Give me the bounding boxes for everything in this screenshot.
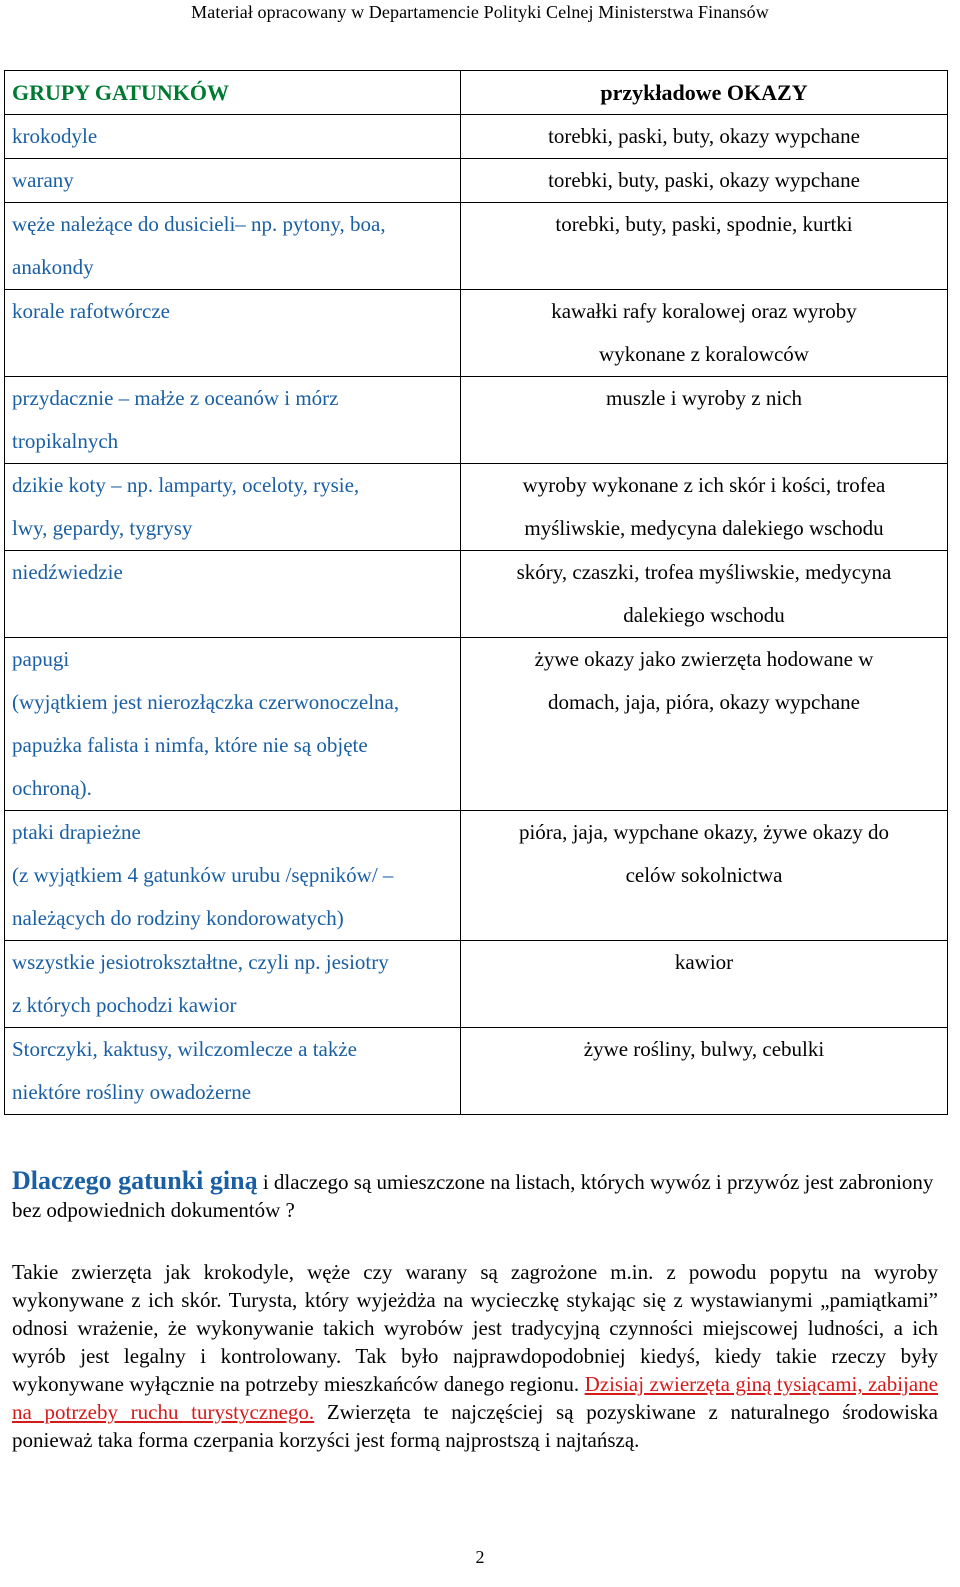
example-items-cell xyxy=(461,811,948,941)
example-items-cell xyxy=(461,551,948,638)
species-group-cell xyxy=(5,811,461,941)
table-header-row xyxy=(5,71,948,115)
species-group-cell xyxy=(5,464,461,551)
species-group-line: (wyjątkiem jest nierozłączka czerwonoczelna, xyxy=(12,690,400,714)
table-row xyxy=(5,1028,948,1115)
example-items-line: muszle i wyroby z nich xyxy=(606,386,802,410)
example-items-line: myśliwskie, medycyna dalekiego wschodu xyxy=(524,516,884,540)
species-group-cell xyxy=(5,377,461,464)
question-text: i dlaczego są umieszczone na listach, których wywóz i przywóz jest zabroniony bez odpowiednich dokumentów ? xyxy=(12,1170,934,1222)
question-paragraph xyxy=(12,1167,938,1224)
example-items-cell xyxy=(461,941,948,1028)
species-group-cell xyxy=(5,941,461,1028)
table-row xyxy=(5,464,948,551)
highlighted-link[interactable]: Dzisiaj zwierzęta giną tysiącami, zabijane na potrzeby ruchu turystycznego. xyxy=(12,1372,939,1424)
species-group-line: Storczyki, kaktusy, wilczomlecze a także xyxy=(12,1037,357,1061)
species-group-line: papugi xyxy=(12,647,70,671)
species-group-line: wszystkie jesiotrokształtne, czyli np. jesiotry xyxy=(12,950,389,974)
table-row xyxy=(5,290,948,377)
example-items-cell xyxy=(461,203,948,290)
species-group-line: węże należące do dusicieli– np. pytony, boa, xyxy=(12,212,386,236)
species-group-line: ptaki drapieżne xyxy=(12,820,141,844)
document-header: Materiał opracowany w Departamencie Polityki Celnej Ministerstwa Finansów xyxy=(191,2,769,22)
species-group-line: papużka falista i nimfa, które nie są objęte xyxy=(12,733,368,757)
species-group-cell xyxy=(5,638,461,811)
species-group-line: z których pochodzi kawior xyxy=(12,993,237,1017)
example-items-line: żywe okazy jako zwierzęta hodowane w xyxy=(534,647,874,671)
answer-paragraph xyxy=(12,1258,938,1454)
example-items-line: dalekiego wschodu xyxy=(623,603,785,627)
example-items-cell xyxy=(461,290,948,377)
example-items-cell xyxy=(461,1028,948,1115)
table-row xyxy=(5,203,948,290)
species-table xyxy=(4,70,948,1115)
example-items-line: torebki, buty, paski, spodnie, kurtki xyxy=(555,212,853,236)
example-items-line: torebki, paski, buty, okazy wypchane xyxy=(548,124,860,148)
table-row xyxy=(5,551,948,638)
species-group-cell xyxy=(5,203,461,290)
species-group-line: lwy, gepardy, tygrysy xyxy=(12,516,193,540)
species-group-cell xyxy=(5,1028,461,1115)
col-header-groups: GRUPY GATUNKÓW xyxy=(5,71,461,115)
example-items-line: żywe rośliny, bulwy, cebulki xyxy=(583,1037,825,1061)
example-items-line: torebki, buty, paski, okazy wypchane xyxy=(548,168,860,192)
species-group-line: korale rafotwórcze xyxy=(12,299,170,323)
table-row xyxy=(5,941,948,1028)
species-group-line: niektóre rośliny owadożerne xyxy=(12,1080,252,1104)
example-items-line: skóry, czaszki, trofea myśliwskie, medycyna xyxy=(516,560,892,584)
species-group-line: tropikalnych xyxy=(12,429,119,453)
species-group-line: anakondy xyxy=(12,255,94,279)
species-group-cell xyxy=(5,551,461,638)
example-items-line: kawałki rafy koralowej oraz wyroby xyxy=(551,299,857,323)
example-items-cell xyxy=(461,377,948,464)
table-row xyxy=(5,811,948,941)
answer-text-1: Takie zwierzęta jak krokodyle, węże czy warany są zagrożone m.in. z powodu popytu na wyroby wykonywane z ich skór. Turysta, który wyjeżdża na wycieczkę stykając się z wystawianymi „pamiątkami” odnosi wrażenie, że wykonywanie takich wyrobów jest tradycyjną czynności miejscowej ludności, a ich wyrób jest legalny i kontrolowany. Tak było najprawdopodobniej kiedyś, kiedy takie rzeczy były wykonywane wyłącznie na potrzeby mieszkańców danego regionu. xyxy=(12,1260,938,1396)
example-items-cell xyxy=(461,159,948,203)
example-items-line: kawior xyxy=(674,950,734,974)
species-group-line: (z wyjątkiem 4 gatunków urubu /sępników/ – xyxy=(12,863,394,887)
page-number: 2 xyxy=(475,1547,485,1567)
example-items-line: pióra, jaja, wypchane okazy, żywe okazy do xyxy=(518,820,890,844)
example-items-line: wyroby wykonane z ich skór i kości, trofea xyxy=(522,473,886,497)
species-group-cell xyxy=(5,290,461,377)
species-group-line: niedźwiedzie xyxy=(12,560,123,584)
species-group-cell xyxy=(5,159,461,203)
species-group-line: krokodyle xyxy=(12,124,98,148)
species-group-line: ochroną). xyxy=(12,776,92,800)
table-row xyxy=(5,115,948,159)
question-title: Dlaczego gatunki giną xyxy=(12,1166,258,1195)
species-group-line: należących do rodziny kondorowatych) xyxy=(12,906,344,930)
table-row xyxy=(5,377,948,464)
example-items-cell xyxy=(461,115,948,159)
example-items-line: wykonane z koralowców xyxy=(599,342,809,366)
species-group-line: dzikie koty – np. lamparty, oceloty, rysie, xyxy=(12,473,360,497)
species-group-line: przydacznie – małże z oceanów i mórz xyxy=(12,386,339,410)
answer-text-2: Zwierzęta te najczęściej są pozyskiwane z naturalnego środowiska ponieważ taka forma czerpania korzyści jest formą najprostszą i najtańszą. xyxy=(12,1400,938,1452)
example-items-line: celów sokolnictwa xyxy=(625,863,783,887)
example-items-cell xyxy=(461,638,948,811)
species-group-cell xyxy=(5,115,461,159)
example-items-line: domach, jaja, pióra, okazy wypchane xyxy=(548,690,860,714)
table-row xyxy=(5,159,948,203)
species-group-line: warany xyxy=(12,168,74,192)
example-items-cell xyxy=(461,464,948,551)
table-row xyxy=(5,638,948,811)
col-header-examples: przykładowe OKAZY xyxy=(461,71,948,115)
